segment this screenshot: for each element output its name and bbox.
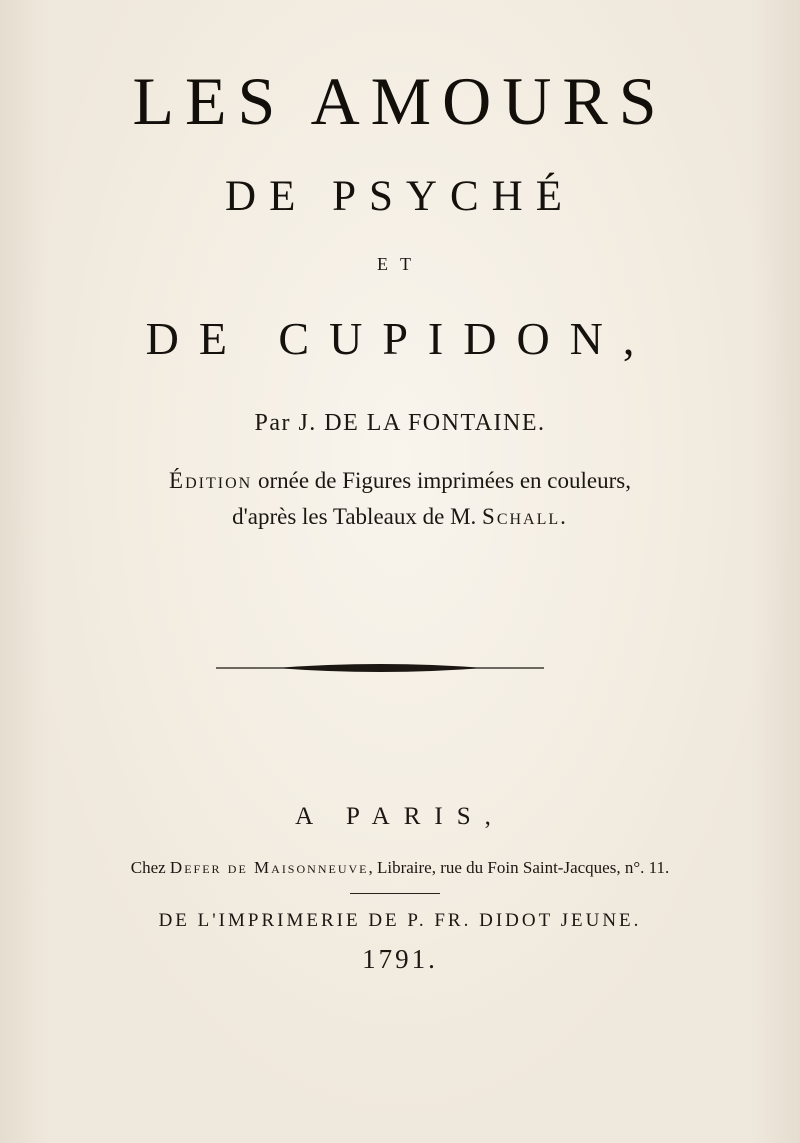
edition-line-1	[0, 468, 800, 494]
author-line: Par J. DE LA FONTAINE.	[254, 410, 546, 436]
publisher-name: Defer de Maisonneuve	[169, 858, 369, 877]
short-divider	[350, 893, 440, 894]
imprint-printer: DE L'IMPRIMERIE DE P. FR. DIDOT JEUNE.	[158, 910, 642, 931]
edition-line-2	[0, 504, 800, 530]
imprint-publisher	[0, 858, 800, 878]
ornamental-rule-icon	[216, 660, 544, 676]
imprint-year: 1791.	[362, 944, 438, 974]
imprint-place: A PARIS,	[295, 803, 505, 830]
edition-word: Édition	[169, 468, 253, 493]
illustrator-name: Schall.	[482, 504, 568, 529]
publisher-prefix: Chez	[130, 858, 170, 877]
title-line-de-cupidon: DE CUPIDON,	[145, 313, 655, 364]
publisher-address: , Libraire, rue du Foin Saint-Jacques, n°. 11.	[368, 858, 670, 877]
title-line-les-amours: LES AMOURS	[132, 63, 668, 139]
title-line-et: ET	[377, 254, 423, 274]
edition-line-1-text: ornée de Figures imprimées en couleurs,	[252, 468, 631, 493]
edition-line-2-text: d'après les Tableaux de M.	[232, 504, 483, 529]
title-line-de-psyche: DE PSYCHÉ	[225, 173, 575, 220]
